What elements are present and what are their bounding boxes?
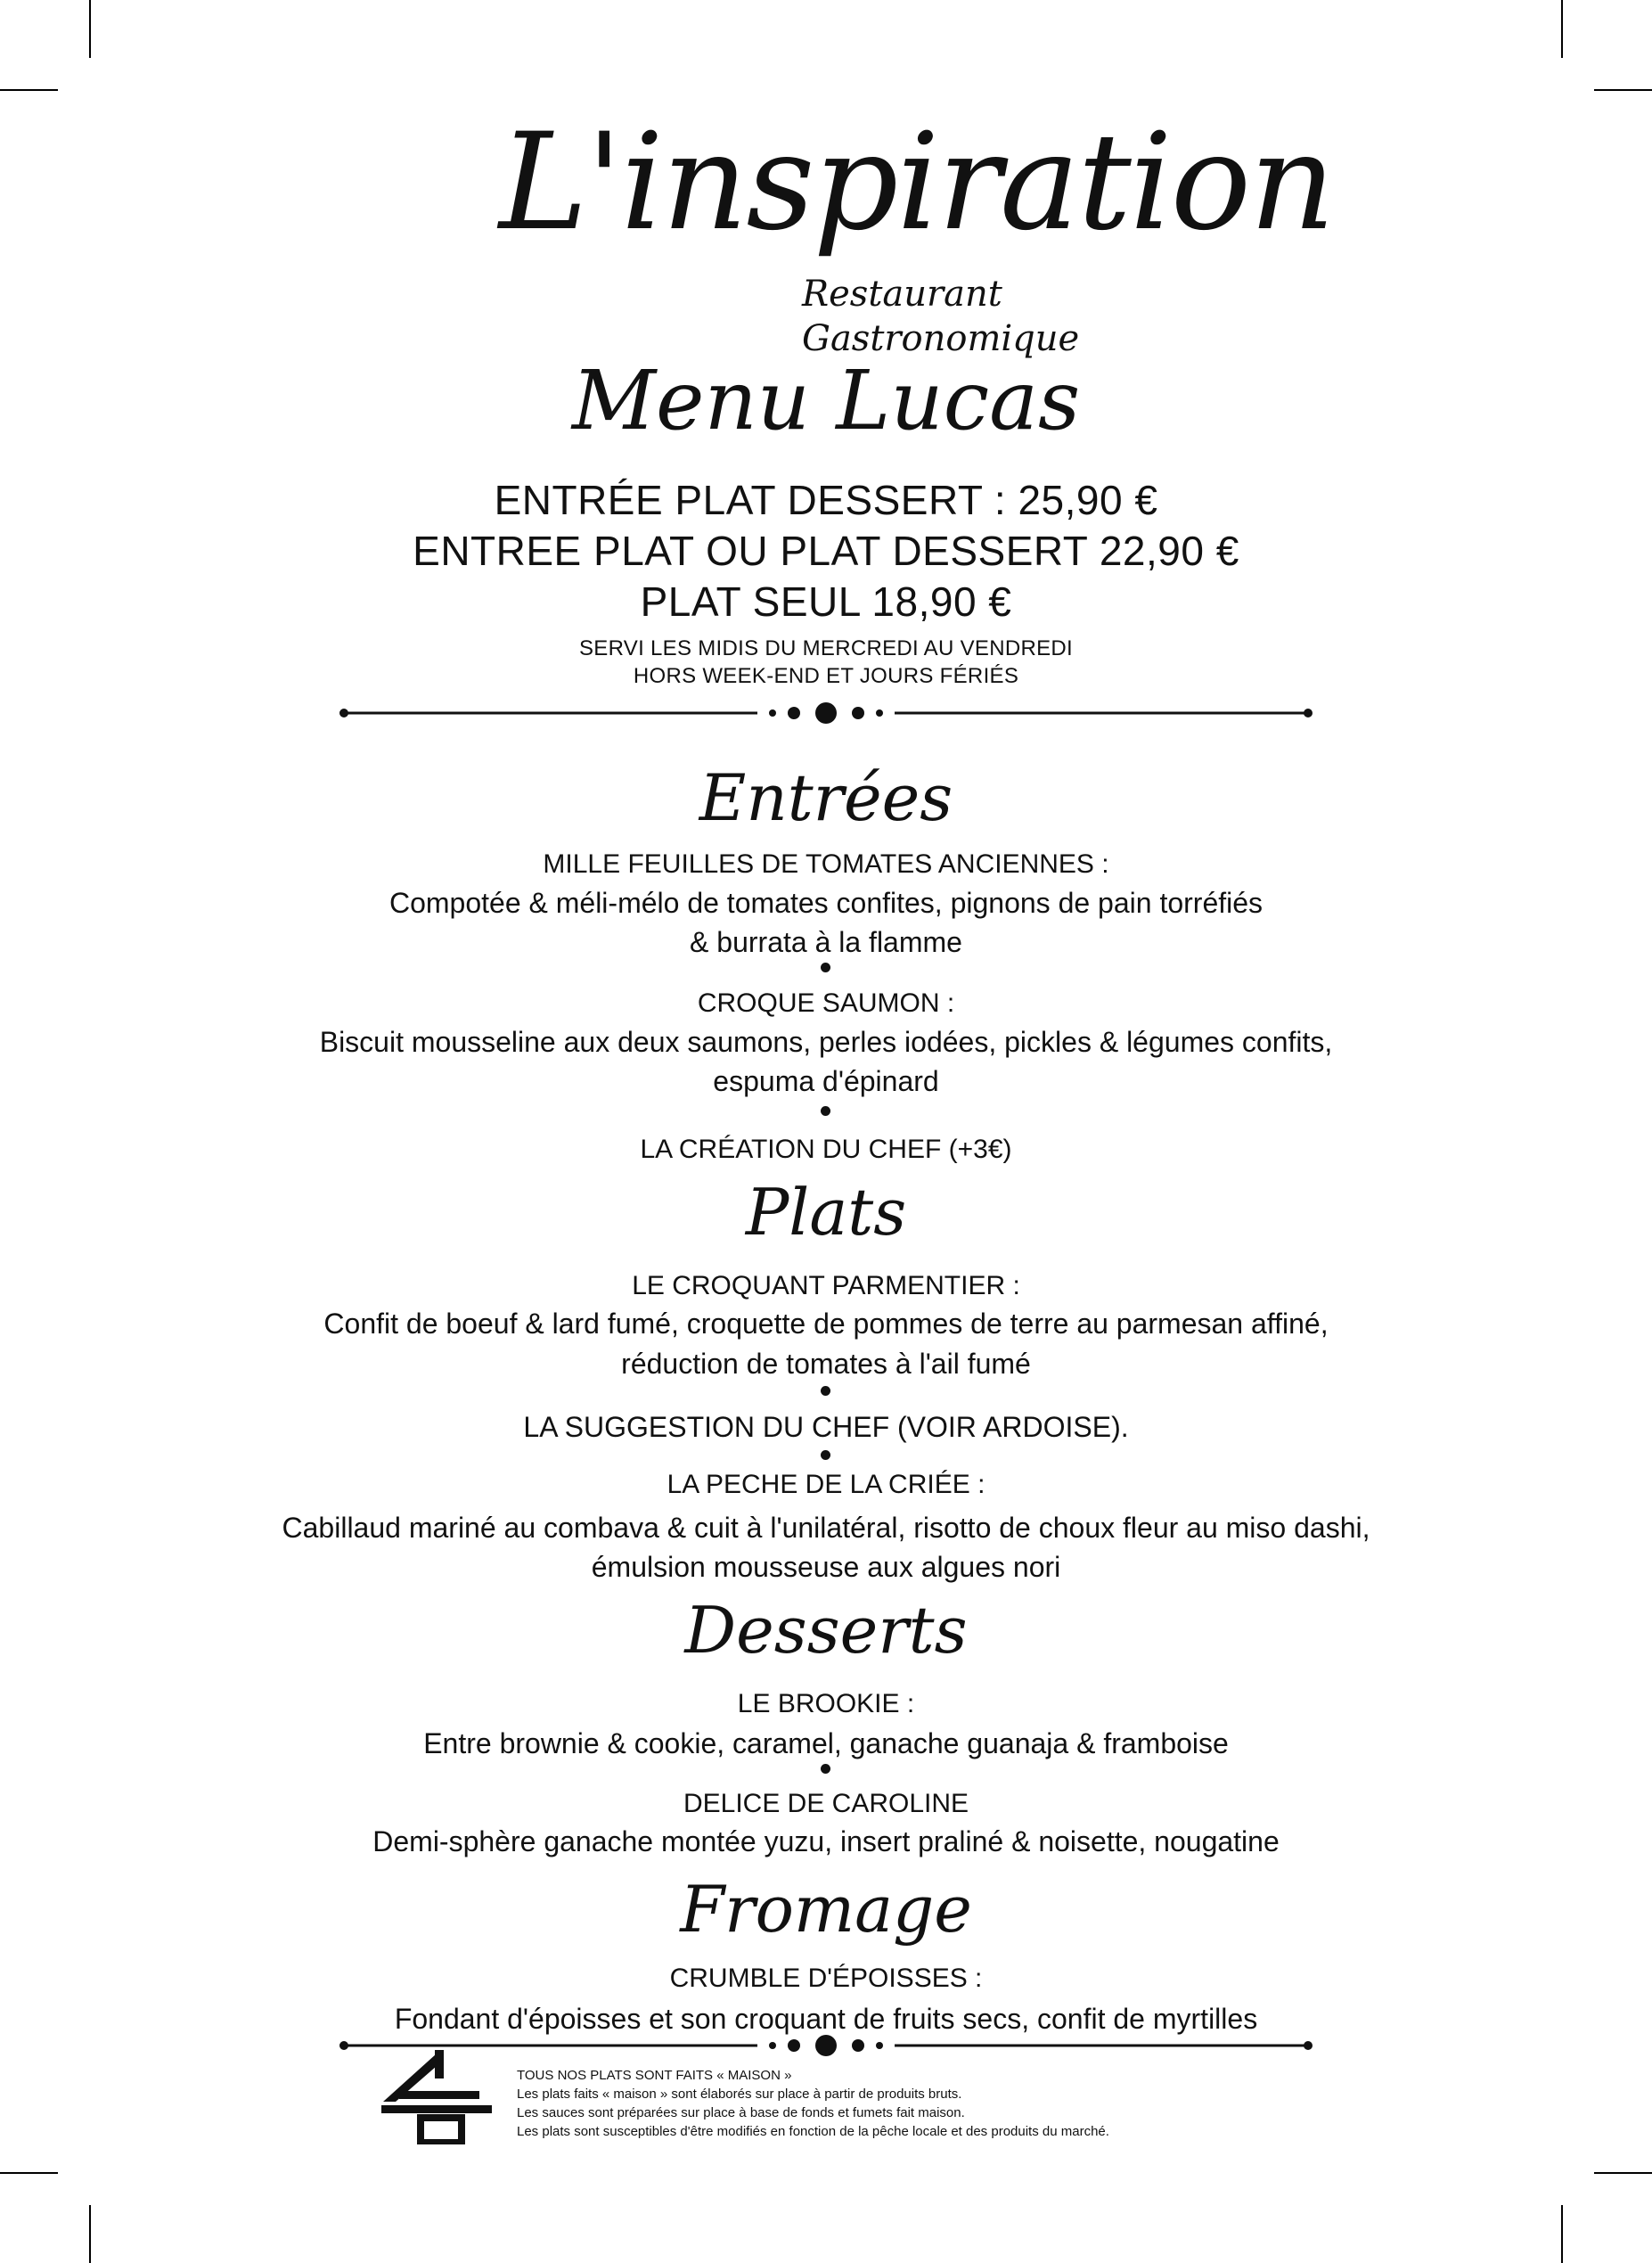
crop-mark <box>89 0 91 58</box>
section-title-desserts: Desserts <box>684 1593 968 1668</box>
menu-item-description: Biscuit mousseline aux deux saumons, perles iodées, pickles & légumes confits, <box>319 1026 1333 1058</box>
item-separator-dot <box>821 1764 830 1774</box>
house-icon <box>381 2048 492 2144</box>
price-line: ENTREE PLAT OU PLAT DESSERT 22,90 € <box>413 528 1239 574</box>
menu-item-description: espuma d'épinard <box>713 1065 939 1097</box>
item-separator-dot <box>821 1450 830 1460</box>
menu-item-name: LE CROQUANT PARMENTIER : <box>632 1271 1020 1300</box>
menu-item-name: DELICE DE CAROLINE <box>683 1789 969 1818</box>
footer-line: Les sauces sont préparées sur place à base de fonds et fumets fait maison. <box>517 2105 965 2120</box>
crop-mark <box>89 2205 91 2263</box>
menu-item-name: CRUMBLE D'ÉPOISSES : <box>669 1964 983 1993</box>
price-line: ENTRÉE PLAT DESSERT : 25,90 € <box>494 477 1158 523</box>
menu-item-name: MILLE FEUILLES DE TOMATES ANCIENNES : <box>543 849 1109 879</box>
menu-item-description: Demi-sphère ganache montée yuzu, insert praliné & noisette, nougatine <box>372 1825 1280 1857</box>
menu-item-name: CROQUE SAUMON : <box>697 988 955 1018</box>
menu-item-name: LE BROOKIE : <box>737 1689 915 1718</box>
menu-item-description: Confit de boeuf & lard fumé, croquette de pommes de terre au parmesan affiné, <box>323 1308 1329 1340</box>
service-note: HORS WEEK-END ET JOURS FÉRIÉS <box>633 664 1019 688</box>
menu-item-description: Fondant d'époisses et son croquant de fruits secs, confit de myrtilles <box>394 2003 1258 2035</box>
footer-line: TOUS NOS PLATS SONT FAITS « MAISON » <box>517 2068 792 2083</box>
item-separator-dot <box>821 963 830 972</box>
menu-item-name: LA CRÉATION DU CHEF (+3€) <box>640 1135 1012 1164</box>
service-note: SERVI LES MIDIS DU MERCREDI AU VENDREDI <box>578 636 1074 660</box>
crop-mark <box>1561 0 1563 58</box>
menu-item-name: LA PECHE DE LA CRIÉE : <box>667 1470 985 1499</box>
restaurant-logo <box>499 105 1334 359</box>
section-title-entrees: Entrées <box>699 760 953 835</box>
ornament-divider <box>339 700 1313 726</box>
restaurant-subtitle: Restaurant Gastronomique <box>802 274 1080 359</box>
crop-mark <box>1594 89 1652 91</box>
price-line: PLAT SEUL 18,90 € <box>640 578 1012 625</box>
section-title-plats: Plats <box>745 1175 907 1250</box>
menu-item-description: Entre brownie & cookie, caramel, ganache guanaja & framboise <box>423 1727 1229 1759</box>
menu-item-description: & burrata à la flamme <box>690 926 962 958</box>
crop-mark <box>1594 2172 1652 2174</box>
menu-item-name: LA SUGGESTION DU CHEF (VOIR ARDOISE). <box>523 1411 1129 1443</box>
menu-item-description: réduction de tomates à l'ail fumé <box>621 1348 1031 1380</box>
restaurant-name: L'inspiration <box>499 105 1334 260</box>
crop-mark <box>1561 2205 1563 2263</box>
section-title-fromage: Fromage <box>680 1872 972 1947</box>
item-separator-dot <box>821 1106 830 1116</box>
footer-line: Les plats sont susceptibles d'être modifiés en fonction de la pêche locale et des produits du marché. <box>517 2124 1109 2139</box>
crop-mark <box>0 89 58 91</box>
crop-mark <box>0 2172 58 2174</box>
menu-item-description: émulsion mousseuse aux algues nori <box>591 1551 1061 1583</box>
menu-title: Menu Lucas <box>571 353 1081 448</box>
footer-notice <box>517 2066 1497 2141</box>
menu-item-description: Cabillaud mariné au combava & cuit à l'unilatéral, risotto de choux fleur au miso dashi, <box>282 1512 1370 1544</box>
item-separator-dot <box>821 1386 830 1396</box>
menu-item-description: Compotée & méli-mélo de tomates confites, pignons de pain torréfiés <box>388 887 1264 919</box>
footer-line: Les plats faits « maison » sont élaborés sur place à partir de produits bruts. <box>517 2087 962 2102</box>
